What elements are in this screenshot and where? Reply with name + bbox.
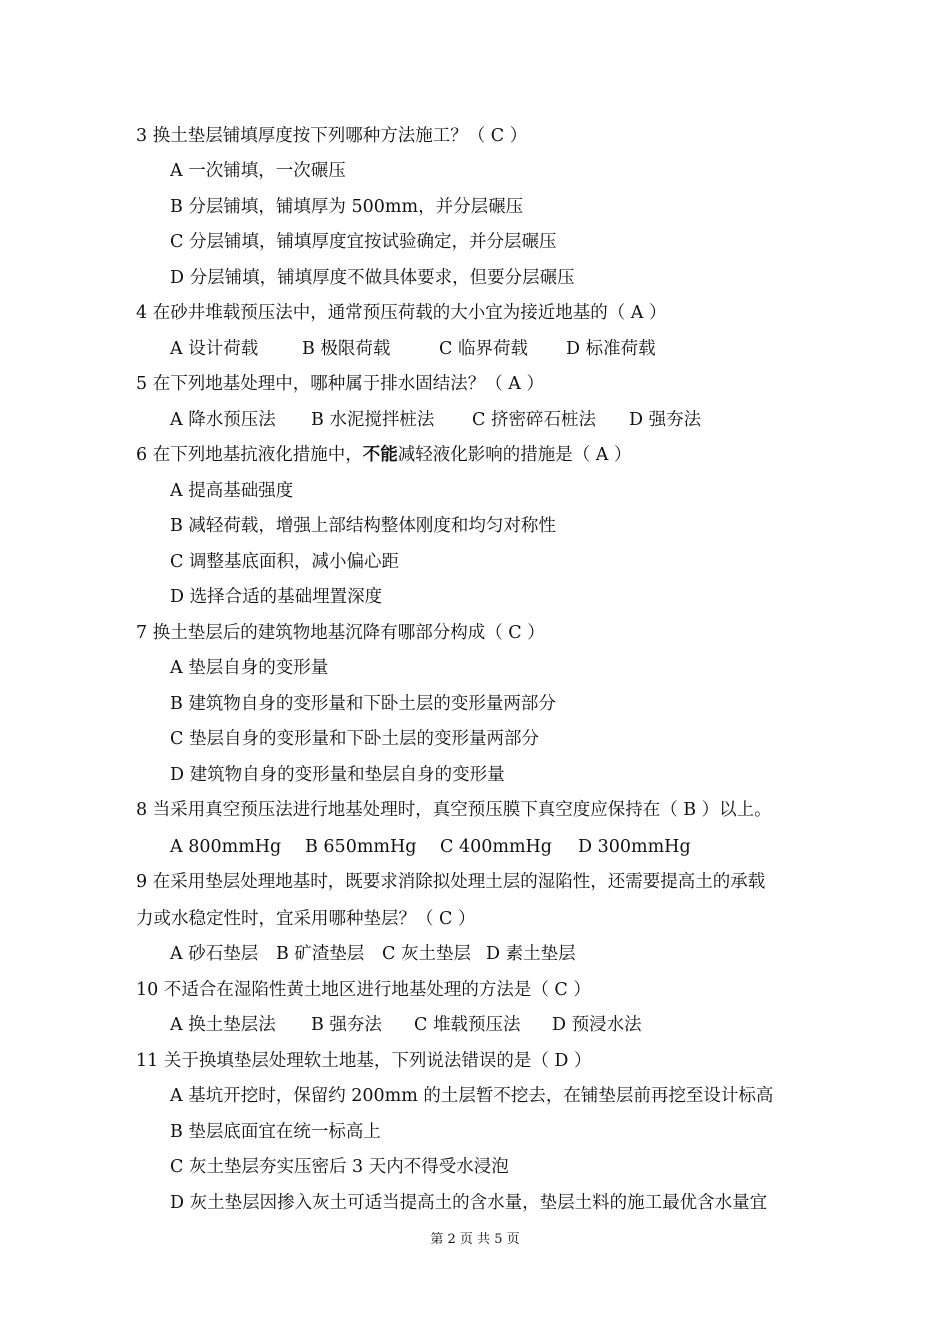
- q7-option-c: C 垫层自身的变形量和下卧土层的变形量两部分: [170, 729, 539, 749]
- q9-option-b: B 矿渣垫层: [276, 944, 365, 964]
- q6-stem: [136, 443, 631, 467]
- q10-option-d: D 预浸水法: [552, 1015, 642, 1035]
- q7-option-d: D 建筑物自身的变形量和垫层自身的变形量: [170, 765, 505, 785]
- q3-stem: 3 换土垫层铺填厚度按下列哪种方法施工？（ C ）: [136, 126, 528, 146]
- q3-option-a: A 一次铺填，一次碾压: [170, 161, 346, 181]
- q10-option-c: C 堆载预压法: [414, 1015, 521, 1035]
- q10-option-b: B 强夯法: [311, 1015, 382, 1035]
- q6-option-c: C 调整基底面积，减小偏心距: [170, 552, 399, 572]
- q9-options: [170, 942, 576, 966]
- q11-option-b: B 垫层底面宜在统一标高上: [170, 1122, 381, 1142]
- q3-option-d: D 分层铺填，铺填厚度不做具体要求，但要分层碾压: [170, 268, 575, 288]
- q5-options: [170, 408, 701, 432]
- q8-options: [170, 835, 691, 859]
- page-footer: 第 2 页 共 5 页: [430, 1232, 520, 1247]
- q5-option-b: B 水泥搅拌桩法: [311, 410, 435, 430]
- q10-stem: 10 不适合在湿陷性黄土地区进行地基处理的方法是（ C ）: [136, 980, 591, 1000]
- q8-option-c: C 400mmHg: [440, 837, 553, 857]
- q4-option-b: B 极限荷载: [302, 339, 391, 359]
- q10-option-a: A 换土垫层法: [170, 1015, 276, 1035]
- q3-option-c: C 分层铺填，铺填厚度宜按试验确定，并分层碾压: [170, 232, 557, 252]
- q9-option-a: A 砂石垫层: [170, 944, 259, 964]
- q8-option-a: A 800mmHg: [170, 837, 282, 857]
- q3-option-b: B 分层铺填，铺填厚为 500mm，并分层碾压: [170, 197, 524, 217]
- q9-stem-line2: 力或水稳定性时，宜采用哪种垫层？（ C ）: [136, 909, 476, 929]
- q9-stem-line1: 9 在采用垫层处理地基时，既要求消除拟处理土层的湿陷性，还需要提高土的承载: [136, 872, 766, 892]
- q5-option-d: D 强夯法: [629, 410, 702, 430]
- q11-option-a: A 基坑开挖时，保留约 200mm 的土层暂不挖去，在铺垫层前再挖至设计标高: [170, 1086, 774, 1106]
- q9-option-d: D 素土垫层: [486, 944, 576, 964]
- q7-option-a: A 垫层自身的变形量: [170, 658, 329, 678]
- q5-stem: 5 在下列地基处理中，哪种属于排水固结法？（ A ）: [136, 374, 544, 394]
- q4-option-c: C 临界荷载: [439, 339, 528, 359]
- q11-stem: 11 关于换填垫层处理软土地基，下列说法错误的是（ D ）: [136, 1051, 592, 1071]
- q4-option-d: D 标准荷载: [566, 339, 656, 359]
- q5-option-c: C 挤密碎石桩法: [472, 410, 596, 430]
- q6-stem-emphasis: 不能: [362, 445, 398, 465]
- q9-option-c: C 灰土垫层: [382, 944, 471, 964]
- q8-option-b: B 650mmHg: [305, 837, 417, 857]
- q4-options: [170, 337, 656, 361]
- q11-option-c: C 灰土垫层夯实压密后 3 天内不得受水浸泡: [170, 1157, 509, 1177]
- q6-stem-prefix: 6 在下列地基抗液化措施中，: [136, 445, 363, 465]
- q7-option-b: B 建筑物自身的变形量和下卧土层的变形量两部分: [170, 694, 556, 714]
- q4-option-a: A 设计荷载: [170, 339, 259, 359]
- q8-stem: 8 当采用真空预压法进行地基处理时，真空预压膜下真空度应保持在（ B ）以上。: [136, 800, 772, 820]
- q6-stem-suffix: 减轻液化影响的措施是（ A ）: [397, 445, 632, 465]
- q5-option-a: A 降水预压法: [170, 410, 276, 430]
- q11-option-d: D 灰土垫层因掺入灰土可适当提高土的含水量，垫层土料的施工最优含水量宜: [170, 1193, 768, 1213]
- q10-options: [170, 1013, 642, 1037]
- q7-stem: 7 换土垫层后的建筑物地基沉降有哪部分构成（ C ）: [136, 623, 545, 643]
- q8-option-d: D 300mmHg: [578, 837, 691, 857]
- q6-option-b: B 减轻荷载，增强上部结构整体刚度和均匀对称性: [170, 516, 556, 536]
- q6-option-d: D 选择合适的基础埋置深度: [170, 587, 383, 607]
- q6-option-a: A 提高基础强度: [170, 481, 294, 501]
- q4-stem: 4 在砂井堆载预压法中，通常预压荷载的大小宜为接近地基的（ A ）: [136, 303, 667, 323]
